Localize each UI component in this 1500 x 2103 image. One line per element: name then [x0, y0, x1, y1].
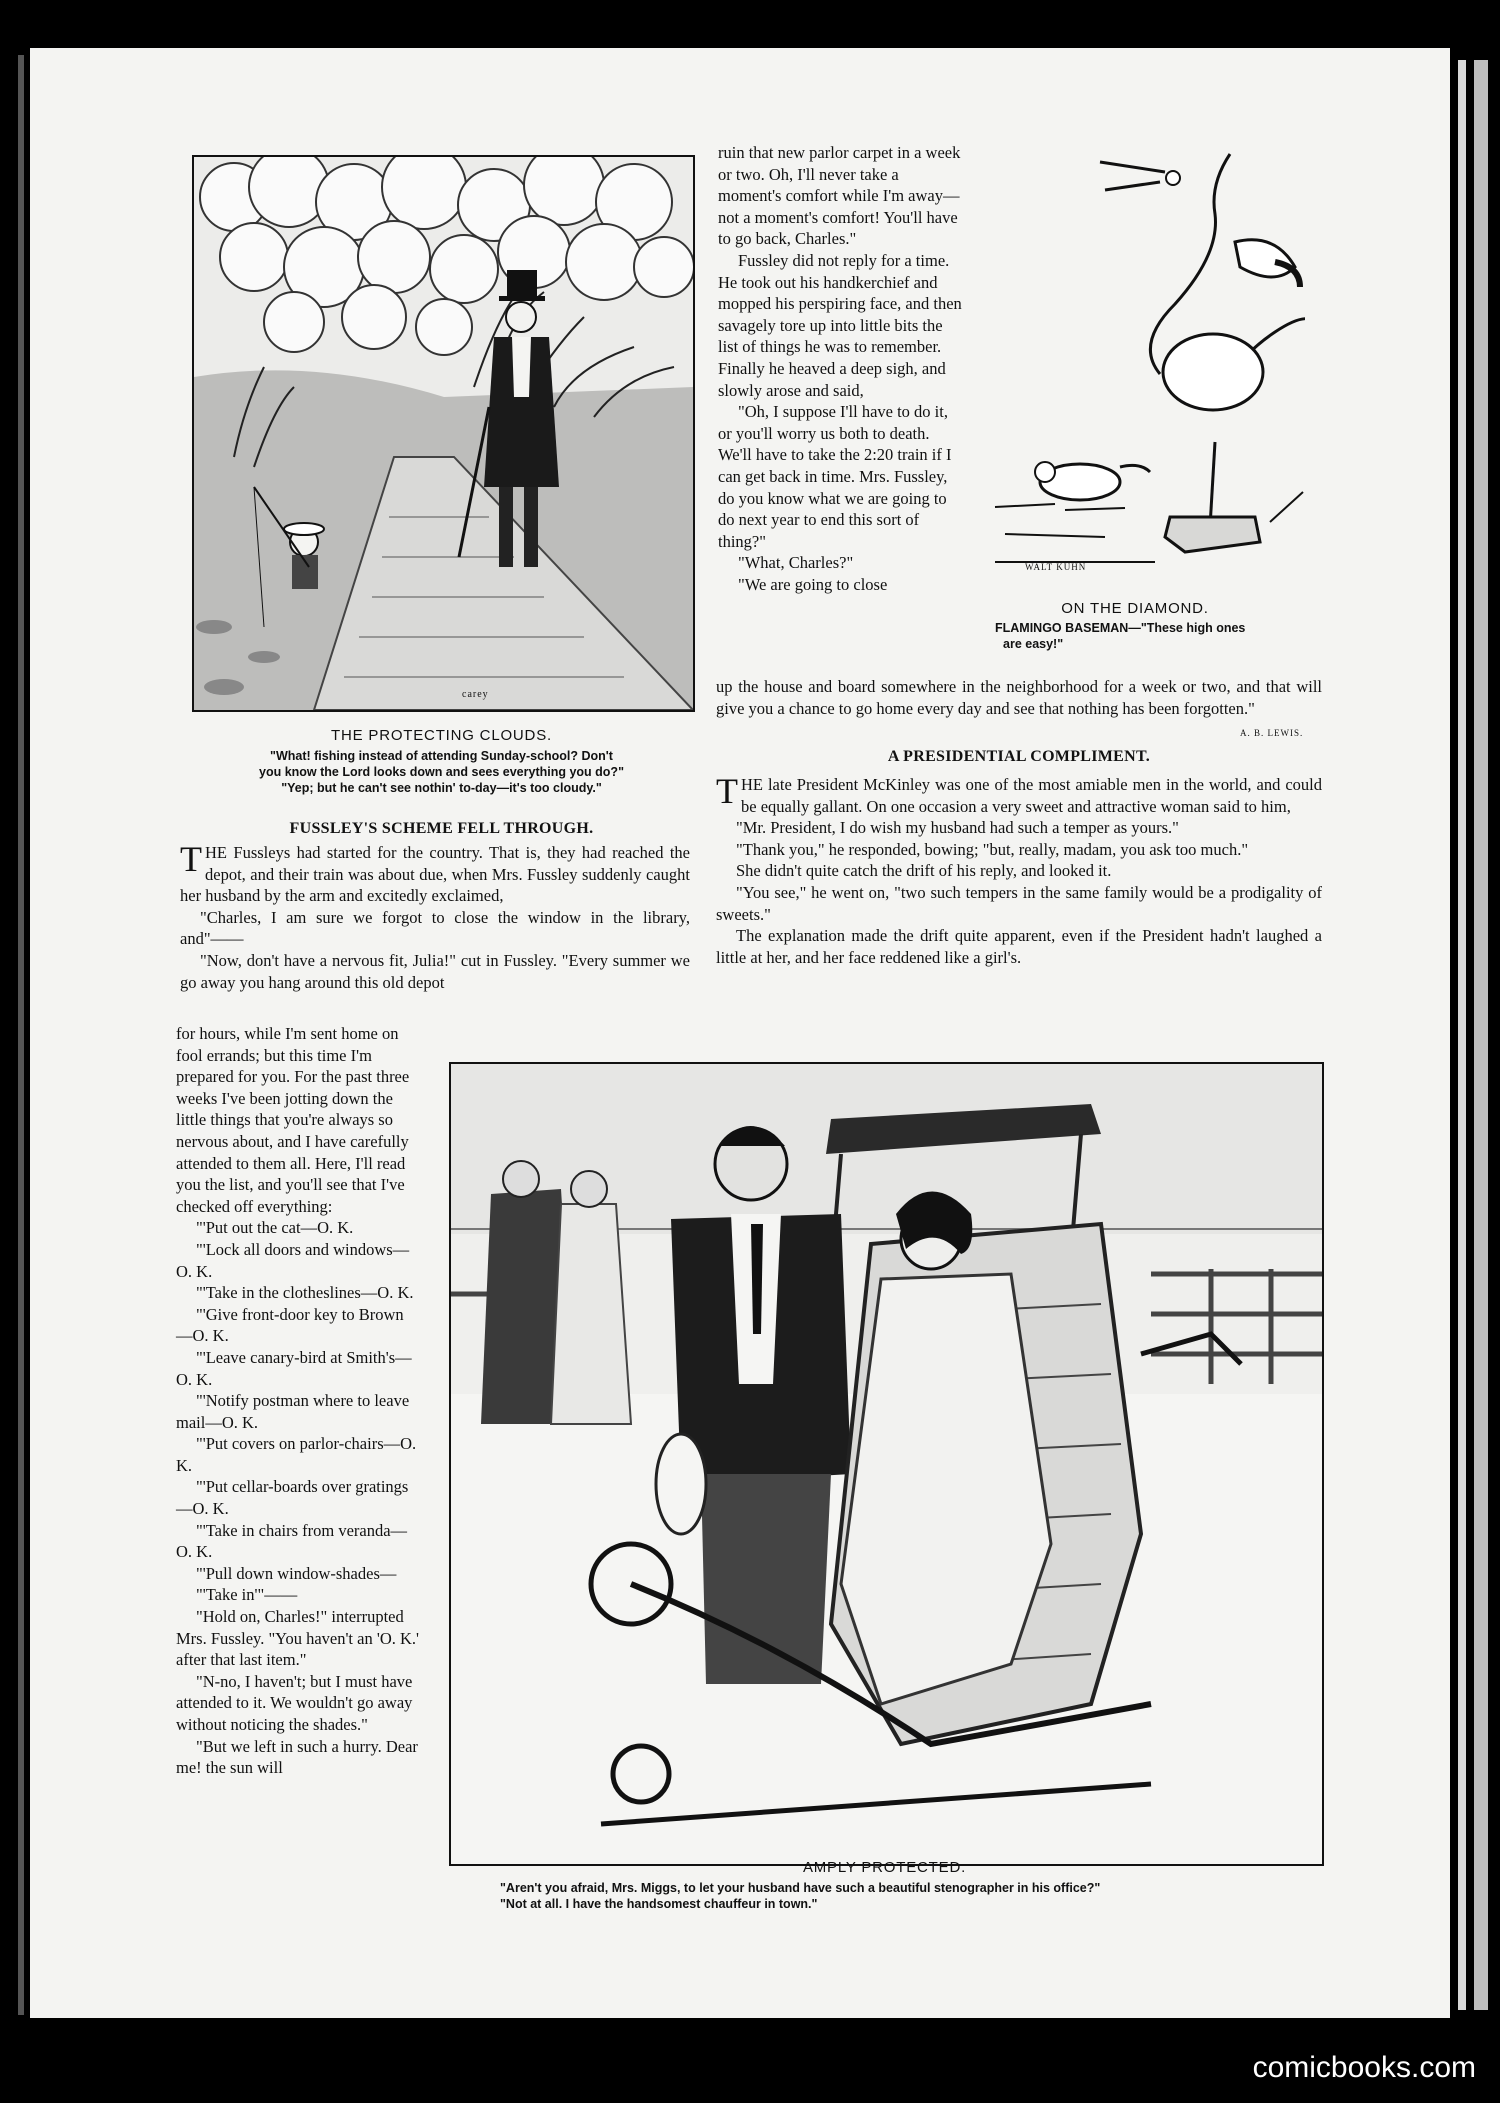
illustration-amply-protected	[449, 1062, 1324, 1866]
story-heading-fussley: FUSSLEY'S SCHEME FELL THROUGH.	[289, 820, 594, 837]
caption-line: "Yep; but he can't see nothin' to-day—it's too cloudy."	[281, 781, 602, 795]
caption-title-protecting-clouds: THE PROTECTING CLOUDS.	[331, 727, 552, 744]
artist-signature: carey	[462, 689, 489, 700]
site-watermark: comicbooks.com	[1252, 2051, 1476, 2084]
illustration-on-the-diamond	[985, 142, 1305, 592]
story-paragraph: "'Leave canary-bird at Smith's—O. K.	[176, 1347, 412, 1389]
story-paragraph: "Hold on, Charles!" interrupted Mrs. Fussley. "You haven't an 'O. K.' after that last item."	[176, 1607, 419, 1670]
story-paragraph: ruin that new parlor carpet in a week or two. Oh, I'll never take a moment's comfort while I'm away—not a moment's comfort! You'll have to go back, Charles."	[718, 143, 961, 249]
story-paragraph: for hours, while I'm sent home on fool errands; but this time I'm prepared for you. For the past three weeks I've been jotting down the little things that you're always so nervous about, and I have carefully attended to them all. Here, I'll read you the list, and you'll see that I've checked off everything:	[176, 1024, 410, 1216]
story-paragraph: The explanation made the drift quite apparent, even if the President hadn't laughed a little at her, and her face reddened like a girl's.	[716, 926, 1322, 967]
author-credit: A. B. LEWIS.	[1240, 728, 1304, 738]
flamingo-drawing	[985, 142, 1305, 592]
story-paragraph: up the house and board somewhere in the neighborhood for a week or two, and that will give you a chance to go home every day and see that nothing has been forgotten."	[716, 677, 1322, 718]
story-paragraph: "N-no, I haven't; but I must have attended to it. We wouldn't go away without noticing the shades."	[176, 1671, 413, 1734]
story-presidential	[716, 771, 1322, 968]
caption-line: "What! fishing instead of attending Sunday-school? Don't	[270, 749, 613, 763]
story-paragraph: "'Take in'"——	[196, 1585, 298, 1605]
story-paragraph: THE Fussleys had started for the country. That is, they had reached the depot, and their train was about due, when Mrs. Fussley suddenly caught her husband by the arm and excitedly exclaimed,	[180, 839, 690, 906]
page-binding	[1458, 60, 1466, 2010]
story-paragraph: "'Give front-door key to Brown—O. K.	[176, 1304, 404, 1346]
story-paragraph: "'Pull down window-shades—	[196, 1563, 397, 1583]
caption-line: FLAMINGO BASEMAN—"These high ones	[995, 621, 1246, 635]
artist-signature: WALT KUHN	[1025, 562, 1087, 572]
story-paragraph: "'Notify postman where to leave mail—O. K.	[176, 1391, 410, 1432]
story-fussley-ending	[716, 676, 1322, 719]
caption-line: you know the Lord looks down and sees everything you do?"	[259, 765, 624, 779]
drop-cap: T	[716, 771, 738, 811]
story-paragraph: "Oh, I suppose I'll have to do it, or you'll worry us both to death. We'll have to take the 2:20 train if I can get back in time. Mrs. Fussley, do you know what we are going to do next year to end this sort of thing?"	[718, 402, 952, 551]
story-paragraph: THE late President McKinley was one of the most amiable men in the world, and could be equally gallant. On one occasion a very sweet and attractive woman said to him,	[716, 771, 1322, 816]
caption-title-on-the-diamond: ON THE DIAMOND.	[1061, 600, 1209, 617]
story-heading-presidential: A PRESIDENTIAL COMPLIMENT.	[887, 748, 1151, 765]
story-paragraph: "You see," he went on, "two such tempers in the same family would be a prodigality of sweets."	[716, 882, 1322, 924]
caption-title-amply-protected: AMPLY PROTECTED.	[802, 1859, 967, 1876]
caption-text-protecting-clouds	[180, 748, 703, 796]
caption-line: "Aren't you afraid, Mrs. Miggs, to let your husband have such a beautiful stenographer in his office?"	[500, 1881, 1101, 1895]
story-paragraph: "'Take in the clotheslines—O. K.	[196, 1283, 414, 1303]
story-fussley-narrow	[176, 1023, 420, 1779]
caption-text-on-the-diamond	[985, 620, 1325, 652]
story-paragraph: "But we left in such a hurry. Dear me! the sun will	[176, 1736, 418, 1778]
beach-chair-drawing	[451, 1064, 1322, 1864]
story-paragraph: "'Put out the cat—O. K.	[196, 1218, 354, 1238]
story-paragraph: "'Put covers on parlor-chairs—O. K.	[176, 1434, 417, 1475]
story-paragraph: "Mr. President, I do wish my husband had such a temper as yours."	[736, 818, 1179, 838]
caption-line: "Not at all. I have the handsomest chauffeur in town."	[500, 1897, 818, 1911]
story-paragraph: "'Lock all doors and windows—O. K.	[176, 1239, 410, 1281]
story-paragraph: "'Put cellar-boards over gratings—O. K.	[176, 1477, 409, 1519]
scan-edge	[18, 55, 24, 2015]
illustration-protecting-clouds	[192, 155, 695, 712]
story-fussley-middle	[718, 142, 962, 595]
story-paragraph: "Charles, I am sure we forgot to close the window in the library, and"——	[180, 907, 690, 949]
story-paragraph: "Thank you," he responded, bowing; "but, really, madam, you ask too much."	[736, 839, 1249, 859]
story-paragraph: "We are going to close	[738, 574, 888, 594]
story-fussley-wide	[180, 839, 690, 993]
page-binding-shadow	[1474, 60, 1488, 2010]
caption-line: are easy!"	[1003, 637, 1064, 651]
story-paragraph: Fussley did not reply for a time. He took out his handkerchief and mopped his perspiring face, and then savagely tore up into little bits the list of things he was to remember. Finally he heaved a deep sigh, and slowly arose and said,	[718, 250, 962, 400]
story-paragraph: "What, Charles?"	[738, 553, 854, 573]
drop-cap: T	[180, 839, 202, 879]
story-paragraph: "Now, don't have a nervous fit, Julia!" cut in Fussley. "Every summer we go away you hang around this old depot	[180, 950, 690, 992]
caption-text-amply-protected	[500, 1880, 1300, 1912]
story-paragraph: "'Take in chairs from veranda—O. K.	[176, 1520, 408, 1562]
clouds-drawing	[194, 157, 693, 710]
story-paragraph: She didn't quite catch the drift of his reply, and looked it.	[736, 861, 1112, 881]
